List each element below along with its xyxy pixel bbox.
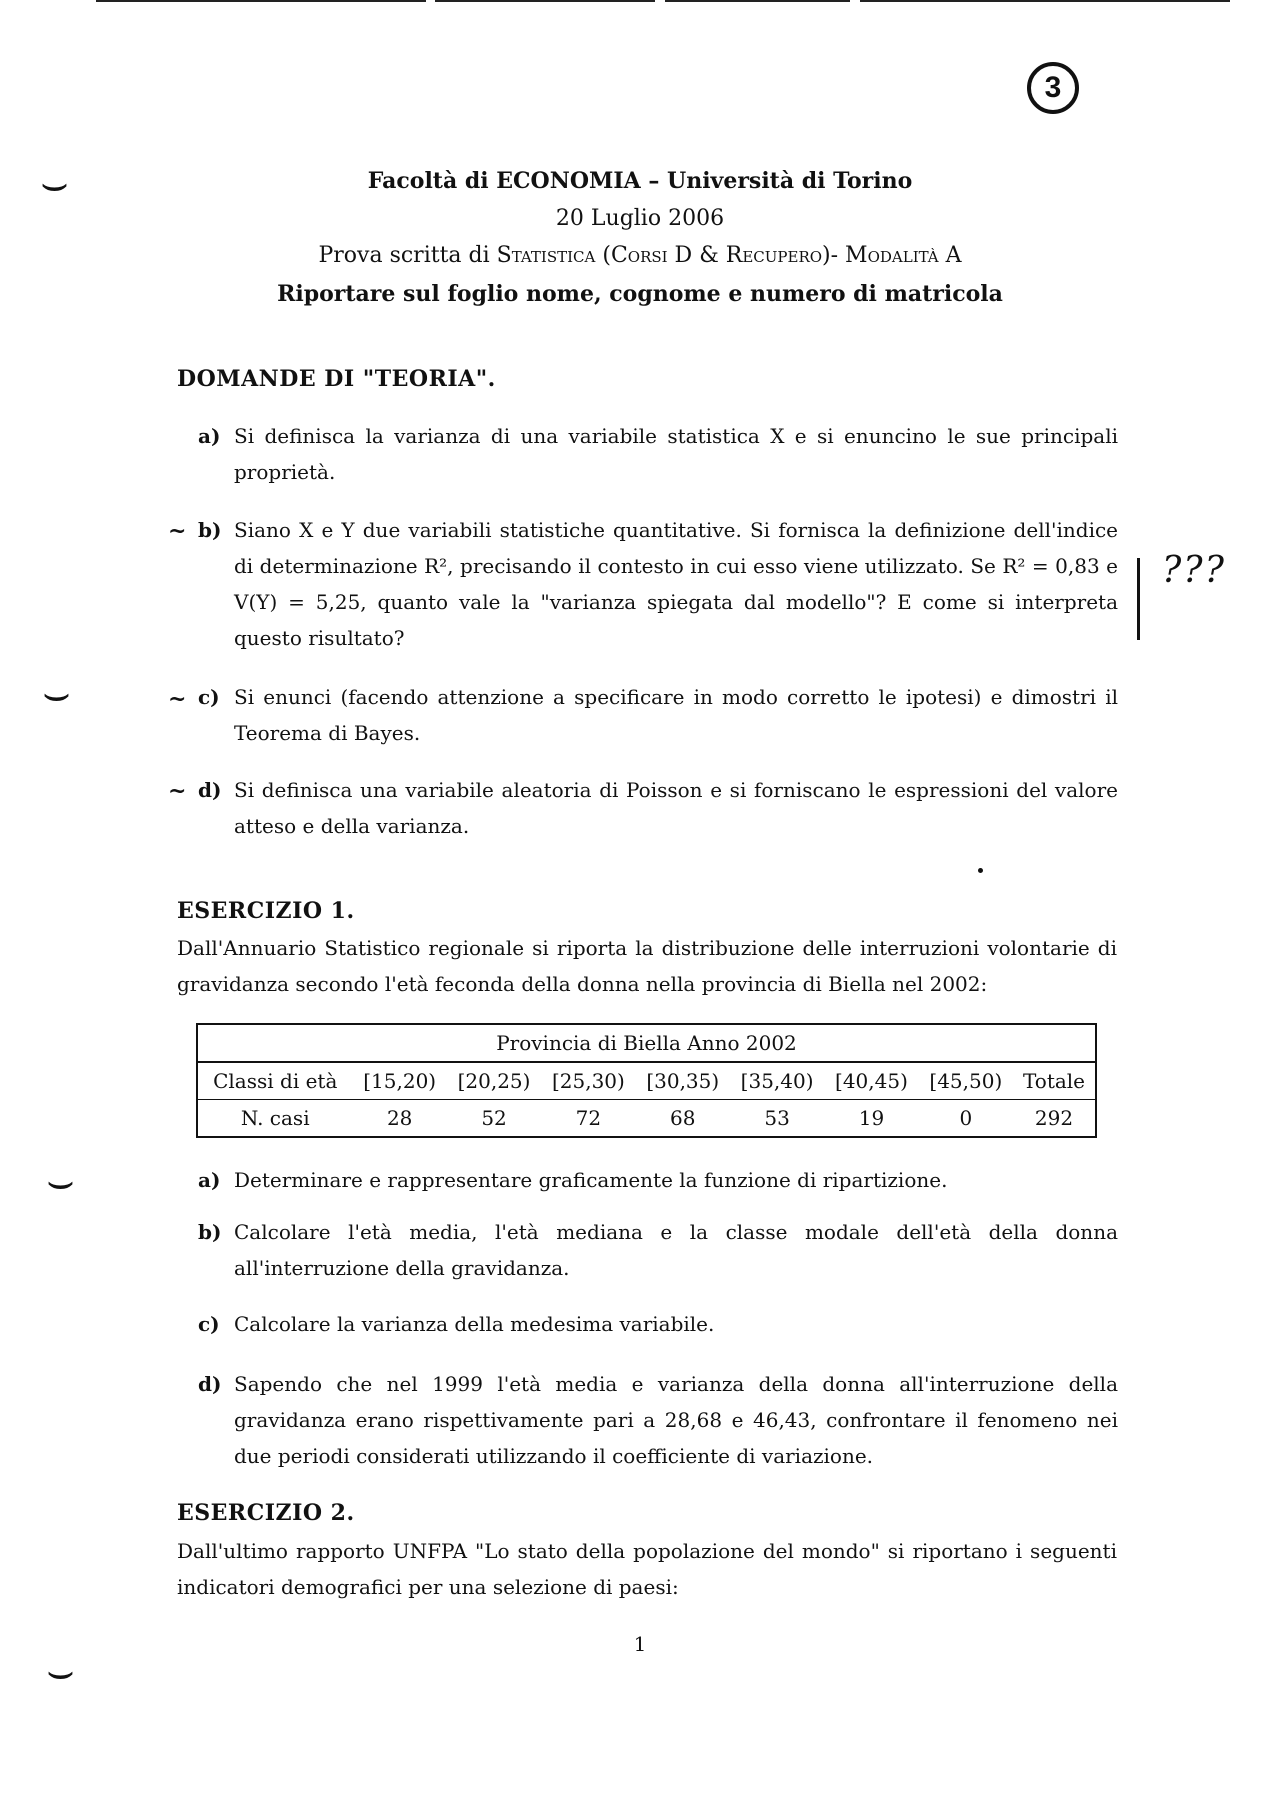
margin-tilde-mark: ~: [168, 518, 187, 544]
age-class: [45,50): [919, 1062, 1013, 1100]
age-class: [15,20): [353, 1062, 447, 1100]
total-header: Totale: [1013, 1062, 1096, 1100]
exercise1-item-d: d) Sapendo che nel 1999 l'età media e varianza della donna all'interruzione della gravidanza erano rispettivamente pari a 28,68 e 46,43, confrontare il fenomeno nei due periodi considerati utilizzando il coefficiente di variazione.: [198, 1372, 1118, 1468]
count-cell: 0: [959, 1106, 973, 1130]
margin-tilde-mark: ~: [168, 686, 187, 712]
handwritten-hook-mark: ⌣: [46, 1156, 75, 1207]
table-row: [197, 1062, 1096, 1100]
age-class: [35,40): [730, 1062, 824, 1100]
exam-date: 20 Luglio 2006: [555, 206, 725, 231]
handwritten-hook-mark: ⌣: [40, 158, 69, 209]
ink-dot: [978, 868, 983, 873]
scan-line: [665, 0, 850, 2]
exam-instruction: Riportare sul foglio nome, cognome e numero di matricola: [277, 281, 1003, 307]
exercise2-intro: Dall'ultimo rapporto UNFPA "Lo stato della popolazione del mondo" si riportano i seguenti indicatori demografici per una selezione di paesi:: [177, 1539, 1117, 1599]
handwritten-hook-mark: ⌣: [42, 668, 71, 719]
age-class: [40,45): [824, 1062, 918, 1100]
exercise1-item-a: a) Determinare e rappresentare graficamente la funzione di ripartizione.: [198, 1168, 948, 1192]
biella-frequency-table: [196, 1023, 1097, 1138]
table-row: [197, 1100, 1096, 1138]
faculty-line: Facoltà di ECONOMIA – Università di Torino: [367, 168, 913, 194]
count-cell: 72: [575, 1106, 602, 1130]
exercise1-item-b: b) Calcolare l'età media, l'età mediana e la classe modale dell'età della donna all'interruzione della gravidanza.: [198, 1220, 1118, 1280]
row-header: N. casi: [197, 1100, 353, 1138]
age-class: [30,35): [636, 1062, 730, 1100]
age-class: [20,25): [447, 1062, 541, 1100]
page-number: 1: [633, 1632, 647, 1656]
handwritten-question-marks: ???: [1162, 550, 1226, 591]
page-mark-circled: 3: [1027, 62, 1079, 114]
count-cell: 52: [481, 1106, 507, 1130]
handwritten-bracket: [1137, 558, 1146, 640]
handwritten-hook-mark: ⌣: [46, 1646, 75, 1697]
scan-line: [860, 0, 1230, 2]
exercise1-heading: ESERCIZIO 1.: [177, 898, 355, 924]
exercise1-intro: Dall'Annuario Statistico regionale si riporta la distribuzione delle interruzioni volontarie di gravidanza secondo l'età feconda della donna nella provincia di Biella nel 2002:: [177, 936, 1117, 996]
exercise2-heading: ESERCIZIO 2.: [177, 1500, 355, 1526]
theory-item-a: a) Si definisca la varianza di una variabile statistica X e si enuncino le sue principali proprietà.: [198, 424, 1118, 484]
count-cell: 68: [670, 1106, 696, 1130]
count-cell: 28: [386, 1106, 413, 1130]
margin-tilde-mark: ~: [168, 778, 187, 804]
theory-item-b: b) Siano X e Y due variabili statistiche quantitative. Si fornisca la definizione dell'indice di determinazione R², precisando il contesto in cui esso viene utilizzato. Se R² = 0,83 e V(Y) = 5,25, quanto vale la "varianza spiegata dal modello"? E come si interpreta questo risultato?: [198, 518, 1118, 650]
scan-line: [435, 0, 655, 2]
count-cell: 53: [764, 1106, 790, 1130]
theory-item-d: d) Si definisca una variabile aleatoria di Poisson e si forniscano le espressioni del valore atteso e della varianza.: [198, 778, 1118, 838]
row-header: Classi di età: [197, 1062, 353, 1100]
theory-item-c: c) Si enunci (facendo attenzione a specificare in modo corretto le ipotesi) e dimostri il Teorema di Bayes.: [198, 685, 1118, 745]
exercise1-item-c: c) Calcolare la varianza della medesima variabile.: [198, 1312, 715, 1336]
exam-title: Prova scritta di Statistica (Corsi D & Recupero)- Modalità A: [318, 243, 962, 268]
age-class: [25,30): [541, 1062, 635, 1100]
scan-line: [96, 0, 426, 2]
total-cell: 292: [1013, 1100, 1096, 1138]
theory-heading: DOMANDE DI "TEORIA".: [177, 366, 496, 392]
count-cell: 19: [858, 1106, 885, 1130]
table-caption: Provincia di Biella Anno 2002: [197, 1024, 1096, 1062]
